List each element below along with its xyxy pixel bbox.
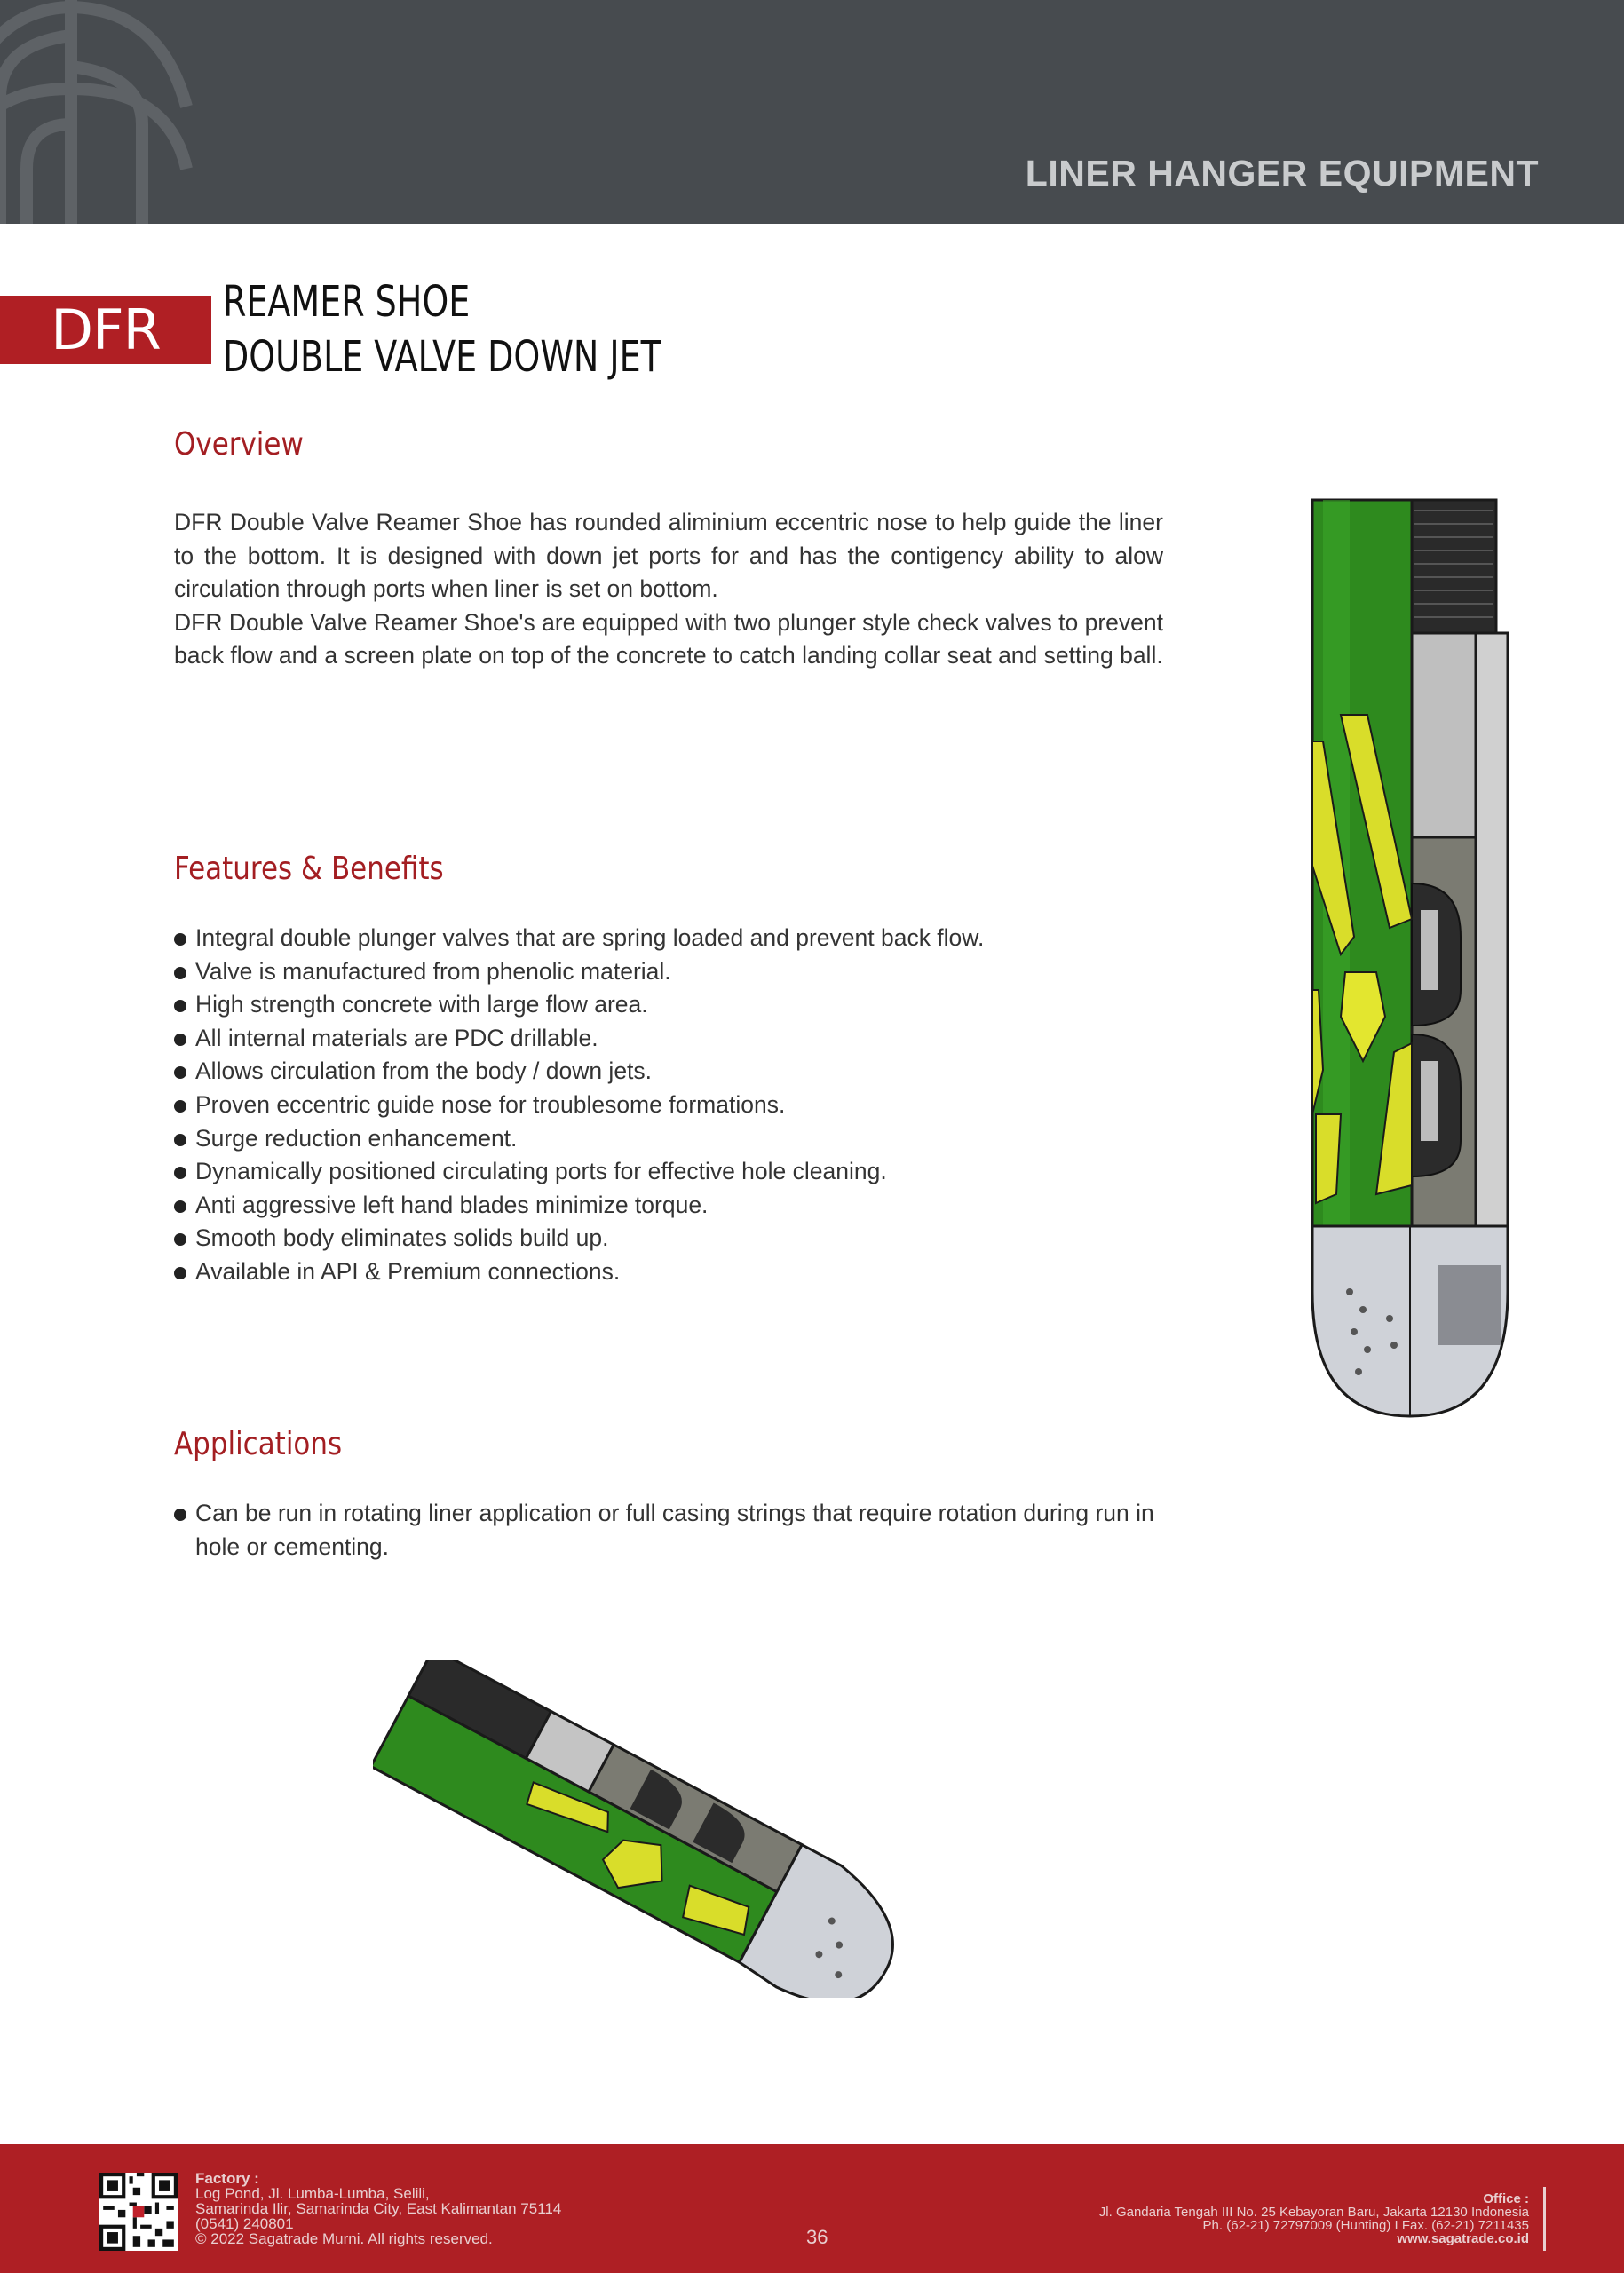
footer-divider [1543,2187,1546,2251]
feature-item: Anti aggressive left hand blades minimize torque. [174,1189,1177,1223]
page-footer [0,2144,1624,2273]
feature-item: High strength concrete with large flow area. [174,988,1177,1022]
factory-label: Factory : [195,2170,259,2187]
applications-heading: Applications [174,1426,343,1462]
office-label: Office : [1483,2191,1529,2206]
feature-item: Dynamically positioned circulating ports for effective hole cleaning. [174,1155,1177,1189]
bullet-icon [174,1509,186,1521]
product-code-badge: DFR [0,296,211,364]
reamer-shoe-cutaway-diagonal-image [373,1660,959,1998]
bullet-icon [174,1066,186,1079]
bullet-icon [174,967,186,979]
bullet-icon [174,1200,186,1213]
bullet-icon [174,1167,186,1179]
bullet-icon [174,1034,186,1046]
copyright: © 2022 Sagatrade Murni. All rights reserved. [195,2230,493,2247]
factory-line-2: Samarinda Ilir, Samarinda City, East Kalimantan 75114 [195,2200,562,2217]
bullet-icon [174,1000,186,1012]
page-header [0,0,1624,224]
feature-item: Allows circulation from the body / down jets. [174,1055,1177,1089]
overview-text [174,506,1163,673]
company-logo-watermark [0,0,249,224]
feature-item: Smooth body eliminates solids build up. [174,1222,1177,1255]
product-title-line2: DOUBLE VALVE DOWN JET [223,332,661,382]
bullet-icon [174,1267,186,1279]
page-number: 36 [806,2226,828,2248]
feature-item: Available in API & Premium connections. [174,1255,1177,1289]
feature-item: Valve is manufactured from phenolic material. [174,955,1177,989]
bullet-icon [174,1134,186,1146]
features-heading: Features & Benefits [174,851,444,887]
section-title: LINER HANGER EQUIPMENT [1025,153,1539,194]
feature-item: All internal materials are PDC drillable. [174,1022,1177,1056]
factory-address [195,2171,561,2246]
overview-paragraph-1: DFR Double Valve Reamer Shoe has rounded aliminium eccentric nose to help guide the liner to the bottom. It is designed with down jet ports for and has the contigency ability to alow circulation through ports when liner is set on bottom. [174,509,1163,603]
bullet-icon [174,1100,186,1113]
factory-phone: (0541) 240801 [195,2215,294,2232]
qr-code-icon [99,2173,178,2251]
office-line-2: Ph. (62-21) 72797009 (Hunting) I Fax. (62-21) 7211435 [1202,2218,1529,2233]
feature-item: Integral double plunger valves that are spring loaded and prevent back flow. [174,922,1177,955]
feature-item: Proven eccentric guide nose for troublesome formations. [174,1089,1177,1122]
factory-line-1: Log Pond, Jl. Lumba-Lumba, Selili, [195,2185,430,2202]
overview-heading: Overview [174,426,304,463]
features-list [174,922,1177,1289]
applications-list [174,1497,1163,1564]
website-link[interactable]: www.sagatrade.co.id [1397,2231,1529,2246]
bullet-icon [174,1233,186,1246]
overview-paragraph-2: DFR Double Valve Reamer Shoe's are equipped with two plunger style check valves to prevent back flow and a screen plate on top of the concrete to catch landing collar seat and setting ball. [174,608,1163,669]
bullet-icon [174,933,186,946]
office-line-1: Jl. Gandaria Tengah III No. 25 Kebayoran Baru, Jakarta 12130 Indonesia [1098,2205,1529,2220]
reamer-shoe-cutaway-vertical-image [1305,493,1518,1425]
office-address [1099,2192,1529,2245]
feature-item: Surge reduction enhancement. [174,1122,1177,1156]
application-item: Can be run in rotating liner application or full casing strings that require rotation during run in hole or cementing. [174,1497,1163,1564]
product-title-line1: REAMER SHOE [223,277,471,327]
